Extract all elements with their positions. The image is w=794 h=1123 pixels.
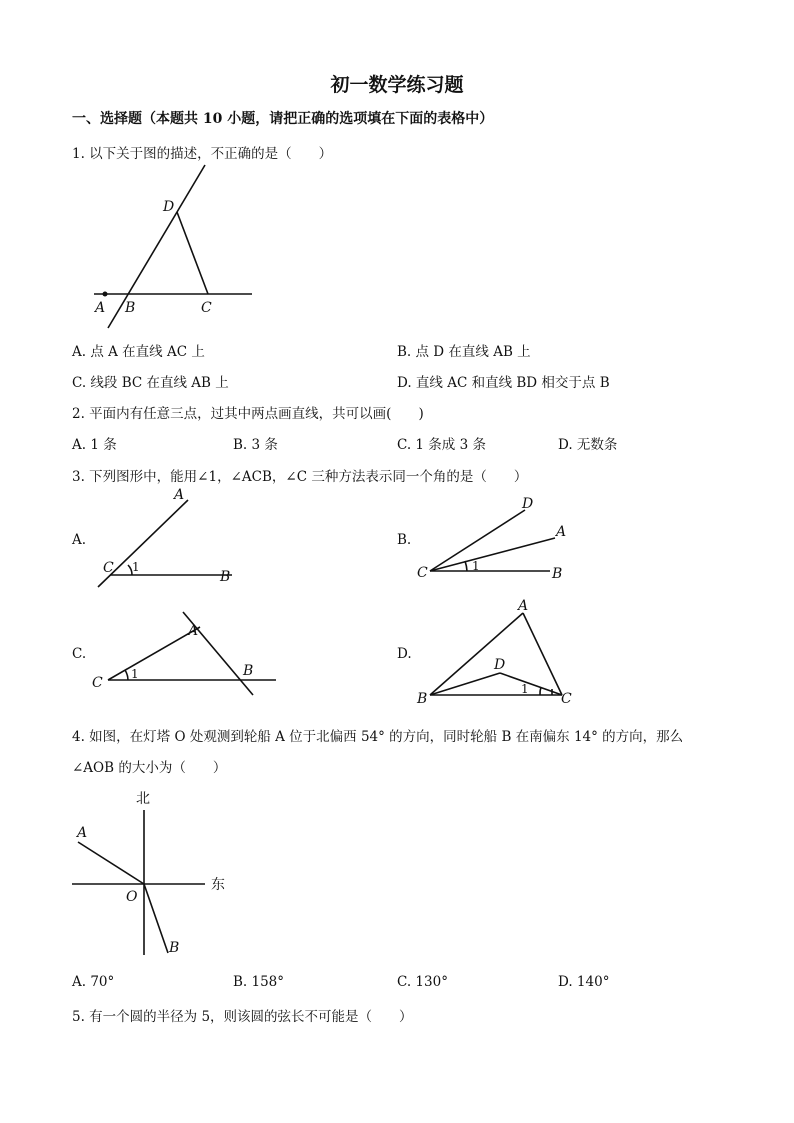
segment-bd bbox=[430, 673, 500, 695]
angle-1-arc bbox=[125, 670, 128, 680]
label-c: C bbox=[92, 675, 103, 691]
label-a: A bbox=[188, 623, 199, 639]
label-b: B bbox=[552, 566, 563, 582]
q3-option-d-letter: D. bbox=[397, 646, 412, 662]
label-angle-1: 1 bbox=[521, 682, 529, 696]
q3-figure-b bbox=[415, 490, 575, 590]
question-4-stem-line1: 4. 如图，在灯塔 O 处观测到轮船 A 位于北偏西 54° 的方向，同时轮船 B 在南偏东 14° 的方向，那么 bbox=[72, 729, 684, 745]
question-1-stem: 1. 以下关于图的描述，不正确的是（ ） bbox=[72, 146, 333, 162]
label-b: B bbox=[169, 940, 180, 956]
q1-option-c: C. 线段 BC 在直线 AB 上 bbox=[72, 375, 229, 391]
q2-option-a: A. 1 条 bbox=[72, 437, 117, 453]
q4-option-d: D. 140° bbox=[558, 974, 610, 990]
q4-option-a: A. 70° bbox=[72, 974, 115, 990]
q1-option-d: D. 直线 AC 和直线 BD 相交于点 B bbox=[397, 375, 610, 391]
q3-option-a-letter: A. bbox=[72, 532, 87, 548]
q4-option-c: C. 130° bbox=[397, 974, 448, 990]
label-a: A bbox=[556, 524, 567, 540]
label-b: B bbox=[243, 663, 254, 679]
q3-figure-d bbox=[415, 595, 585, 710]
line-ca bbox=[108, 627, 200, 680]
label-a: A bbox=[77, 825, 88, 841]
q3-figure-c bbox=[88, 605, 283, 700]
label-d: D bbox=[163, 199, 175, 215]
point-a-dot bbox=[103, 292, 108, 297]
q2-option-d: D. 无数条 bbox=[558, 437, 618, 453]
angle-1-arc bbox=[465, 561, 467, 571]
label-c: C bbox=[561, 691, 572, 707]
label-o: O bbox=[126, 889, 138, 905]
q2-option-b: B. 3 条 bbox=[233, 437, 278, 453]
label-angle-1: 1 bbox=[472, 559, 480, 573]
q3-option-c-letter: C. bbox=[72, 646, 87, 662]
ray-oa bbox=[78, 842, 144, 884]
label-angle-1: 1 bbox=[132, 560, 140, 574]
label-c: C bbox=[417, 565, 428, 581]
label-angle-1: 1 bbox=[131, 667, 139, 681]
question-4-stem-line2: ∠AOB 的大小为（ ） bbox=[72, 760, 227, 776]
ray-ca bbox=[430, 538, 555, 571]
ray-ob bbox=[144, 884, 168, 953]
segment-dc bbox=[177, 212, 208, 294]
label-b: B bbox=[417, 691, 428, 707]
label-east: 东 bbox=[211, 877, 225, 893]
q4-option-b: B. 158° bbox=[233, 974, 285, 990]
label-a: A bbox=[174, 487, 185, 503]
label-b: B bbox=[220, 569, 231, 585]
label-c: C bbox=[201, 300, 212, 316]
q1-option-b: B. 点 D 在直线 AB 上 bbox=[397, 344, 531, 360]
section-heading: 一、选择题（本题共 10 小题，请把正确的选项填在下面的表格中） bbox=[72, 111, 494, 127]
side-ba bbox=[430, 613, 523, 695]
q2-option-c: C. 1 条成 3 条 bbox=[397, 437, 486, 453]
label-a: A bbox=[95, 300, 106, 316]
q3-option-b-letter: B. bbox=[397, 532, 412, 548]
label-c: C bbox=[103, 560, 114, 576]
question-4-figure bbox=[65, 785, 240, 960]
label-a: A bbox=[518, 598, 529, 614]
label-d: D bbox=[494, 657, 506, 673]
page-title: 初一数学练习题 bbox=[330, 74, 464, 96]
q3-figure-a bbox=[90, 485, 250, 595]
question-1-figure bbox=[80, 160, 270, 335]
question-2-stem: 2. 平面内有任意三点，过其中两点画直线，共可以画( ) bbox=[72, 406, 424, 422]
angle-1-arc bbox=[540, 687, 541, 695]
label-d: D bbox=[522, 496, 534, 512]
q1-option-a: A. 点 A 在直线 AC 上 bbox=[72, 344, 205, 360]
question-3-stem: 3. 下列图形中，能用∠1，∠ACB，∠C 三种方法表示同一个角的是（ ） bbox=[72, 469, 528, 485]
label-b: B bbox=[125, 300, 136, 316]
label-north: 北 bbox=[136, 791, 150, 807]
question-5-stem: 5. 有一个圆的半径为 5，则该圆的弦长不可能是（ ） bbox=[72, 1009, 413, 1025]
